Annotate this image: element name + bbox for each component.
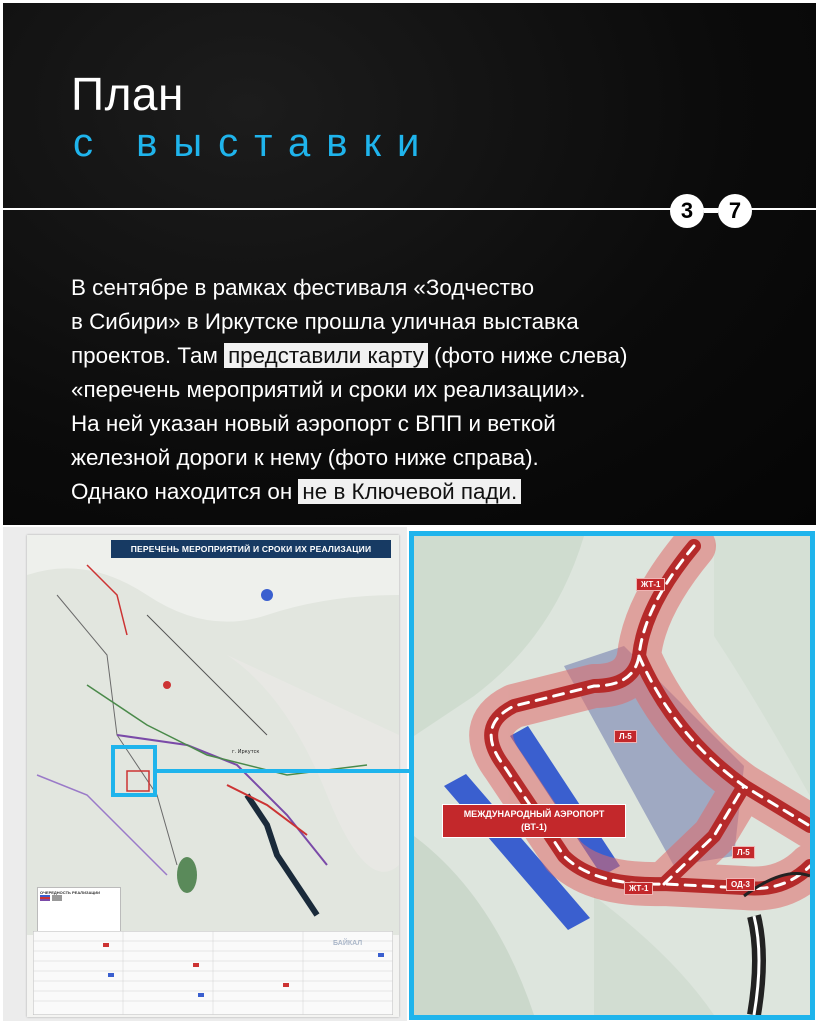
body-line [71, 475, 791, 509]
body-line [71, 271, 791, 305]
intro-panel [3, 3, 816, 525]
counter-dash [704, 210, 718, 213]
zone-tag: Л-5 [732, 846, 755, 859]
airport-label-code: (ВТ-1) [521, 822, 547, 832]
title-line-1: План [71, 68, 184, 120]
text-run: Однако находится он [71, 479, 299, 504]
total-slides: 7 [718, 194, 752, 228]
watermark: БАЙКАЛ [333, 940, 363, 947]
title-line-2: с выставки [73, 121, 436, 165]
airport-detail-photo [409, 531, 815, 1020]
text-run: в Сибири» в Иркутске прошла уличная выставка [71, 309, 579, 334]
body-text [71, 271, 791, 509]
legend-row [40, 899, 118, 901]
exhibition-board-photo [3, 527, 407, 1021]
body-line [71, 373, 791, 407]
map-board [27, 535, 399, 1017]
regional-map [27, 535, 399, 935]
board-title: ПЕРЕЧЕНЬ МЕРОПРИЯТИЙ И СРОКИ ИХ РЕАЛИЗАЦИИ [111, 540, 391, 558]
airport-area-highlight [111, 745, 157, 797]
rail-tag: ЖТ-1 [624, 882, 653, 895]
highlighted-text: не в Ключевой пади. [298, 479, 521, 504]
highlighted-text: представили карту [224, 343, 428, 368]
text-run: (фото ниже слева) [427, 343, 628, 368]
body-line [71, 407, 791, 441]
zone-tag: ОД-3 [726, 878, 755, 891]
slide-counter [670, 193, 754, 229]
legend-title: ОЧЕРЕДНОСТЬ РЕАЛИЗАЦИИ [40, 890, 101, 895]
rail-tag: ЖТ-1 [636, 578, 665, 591]
text-run: железной дороги к нему (фото ниже справа). [71, 445, 539, 470]
current-slide: 3 [670, 194, 704, 228]
airport-detail-map [414, 536, 810, 1015]
text-run: В сентябре в рамках фестиваля «Зодчество [71, 275, 535, 300]
connector-line [157, 769, 412, 773]
text-run: На ней указан новый аэропорт с ВПП и веткой [71, 411, 556, 436]
city-label: г. Иркутск [232, 749, 260, 755]
legend [37, 887, 121, 933]
text-run: «перечень мероприятий и сроки их реализации». [71, 377, 586, 402]
body-line [71, 339, 791, 373]
body-line [71, 305, 791, 339]
zone-tag: Л-5 [614, 730, 637, 743]
body-line [71, 441, 791, 475]
airport-label [442, 804, 626, 838]
airport-label-name: МЕЖДУНАРОДНЫЙ АЭРОПОРТ [463, 809, 605, 819]
text-run: проектов. Там [71, 343, 225, 368]
